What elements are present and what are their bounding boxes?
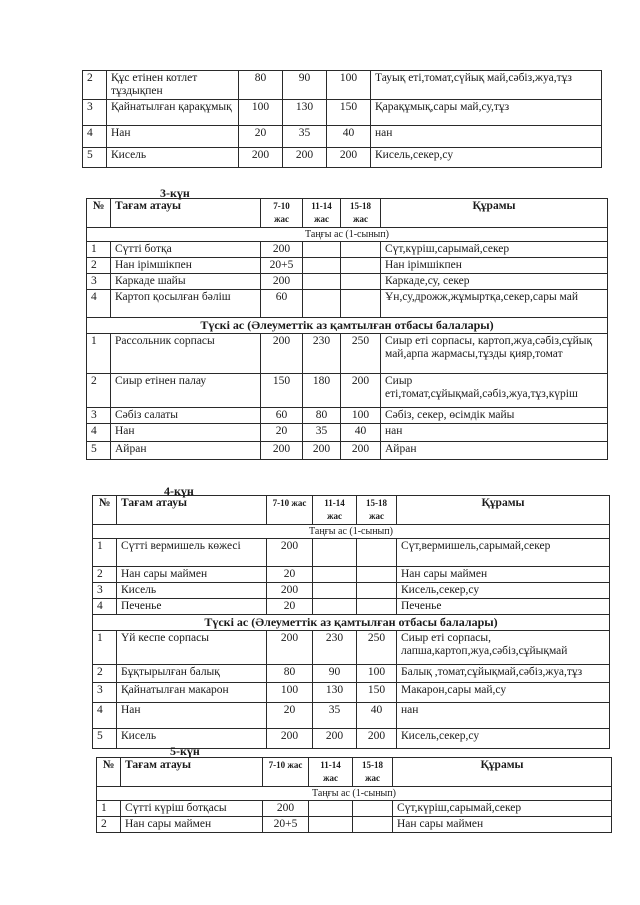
portion-7-10: 20 — [261, 424, 303, 442]
portion-11-14: 230 — [313, 631, 357, 665]
row-number: 4 — [83, 126, 107, 148]
portion-7-10: 200 — [263, 801, 309, 817]
dish-name: Айран — [111, 442, 261, 460]
portion-15-18: 40 — [341, 424, 381, 442]
portion-7-10: 200 — [267, 583, 313, 599]
day4-table — [92, 495, 610, 749]
dish-name: Сүтті вермишель көжесі — [117, 539, 267, 567]
section-lunch: Түскі ас (Әлеуметтік аз қамтылған отбасы балалары) — [93, 615, 610, 631]
dish-name: Рассольник сорпасы — [111, 334, 261, 374]
dish-composition: Кисель,секер,су — [371, 148, 602, 168]
day5-title: 5-күн — [170, 744, 200, 758]
dish-composition: Кисель,секер,су — [397, 729, 610, 749]
portion-11-14 — [313, 583, 357, 599]
portion-15-18: 150 — [327, 100, 371, 126]
dish-composition: Кисель,секер,су — [397, 583, 610, 599]
portion-11-14 — [309, 801, 353, 817]
portion-11-14: 200 — [283, 148, 327, 168]
row-number: 3 — [93, 683, 117, 703]
header-name: Тағам атауы — [121, 758, 263, 787]
header-age-7-10: 7-10 жас — [263, 758, 309, 787]
table-row — [87, 274, 608, 290]
portion-15-18: 200 — [357, 729, 397, 749]
table-row — [87, 408, 608, 424]
section-lunch: Түскі ас (Әлеуметтік аз қамтылған отбасы балалары) — [87, 318, 608, 334]
day2-lunch-table — [82, 70, 602, 168]
table-row — [87, 334, 608, 374]
header-name: Тағам атауы — [111, 199, 261, 228]
header-age-11-14: 11-14 жас — [303, 199, 341, 228]
table-row — [93, 631, 610, 665]
portion-7-10: 200 — [261, 442, 303, 460]
dish-composition: нан — [381, 424, 608, 442]
portion-7-10: 200 — [239, 148, 283, 168]
table-row — [93, 539, 610, 567]
table-row — [93, 683, 610, 703]
header-age-15-18: 15-18 жас — [353, 758, 393, 787]
portion-11-14: 180 — [303, 374, 341, 408]
portion-15-18 — [357, 599, 397, 615]
portion-15-18: 250 — [341, 334, 381, 374]
day3-table — [86, 198, 608, 460]
table-row — [87, 424, 608, 442]
dish-name: Каркаде шайы — [111, 274, 261, 290]
row-number: 5 — [83, 148, 107, 168]
header-age-15-18: 15-18 жас — [357, 496, 397, 525]
portion-7-10: 200 — [267, 631, 313, 665]
portion-11-14: 230 — [303, 334, 341, 374]
row-number: 1 — [93, 631, 117, 665]
portion-15-18: 200 — [327, 148, 371, 168]
portion-7-10: 200 — [267, 539, 313, 567]
section-breakfast: Таңғы ас (1-сынып) — [97, 787, 612, 801]
row-number: 5 — [87, 442, 111, 460]
portion-11-14: 130 — [283, 100, 327, 126]
portion-11-14 — [303, 242, 341, 258]
dish-composition: нан — [397, 703, 610, 729]
dish-name: Сүтті күріш ботқасы — [121, 801, 263, 817]
portion-7-10: 200 — [261, 334, 303, 374]
header-composition: Құрамы — [397, 496, 610, 525]
dish-name: Нан — [111, 424, 261, 442]
table-row — [87, 290, 608, 318]
portion-15-18 — [353, 817, 393, 833]
header-no: № — [87, 199, 111, 228]
dish-composition: Сиыр еті,томат,сұйықмай,сәбіз,жуа,тұз,күріш — [381, 374, 608, 408]
portion-11-14: 90 — [313, 665, 357, 683]
portion-15-18 — [357, 567, 397, 583]
header-no: № — [97, 758, 121, 787]
portion-7-10: 60 — [261, 290, 303, 318]
header-age-15-18: 15-18 жас — [341, 199, 381, 228]
header-no: № — [93, 496, 117, 525]
portion-11-14 — [313, 539, 357, 567]
table-row — [93, 599, 610, 615]
row-number: 2 — [97, 817, 121, 833]
row-number: 1 — [97, 801, 121, 817]
row-number: 2 — [93, 567, 117, 583]
table-header-row — [93, 496, 610, 525]
dish-composition: нан — [371, 126, 602, 148]
dish-name: Сүтті ботқа — [111, 242, 261, 258]
header-age-11-14: 11-14 жас — [313, 496, 357, 525]
dish-composition: Печенье — [397, 599, 610, 615]
portion-15-18 — [357, 539, 397, 567]
dish-name: Құс етінен котлет тұздықпен — [107, 71, 239, 100]
portion-11-14 — [313, 599, 357, 615]
table-header-row — [97, 758, 612, 787]
dish-composition: Қарақұмық,сары май,су,тұз — [371, 100, 602, 126]
portion-7-10: 20 — [267, 599, 313, 615]
row-number: 1 — [93, 539, 117, 567]
portion-15-18: 40 — [327, 126, 371, 148]
row-number: 3 — [93, 583, 117, 599]
dish-composition: Ұн,су,дрожж,жұмыртқа,секер,сары май — [381, 290, 608, 318]
header-composition: Құрамы — [381, 199, 608, 228]
portion-15-18 — [341, 258, 381, 274]
dish-name: Сәбіз салаты — [111, 408, 261, 424]
row-number: 2 — [87, 258, 111, 274]
portion-7-10: 20 — [239, 126, 283, 148]
portion-15-18: 40 — [357, 703, 397, 729]
table-row — [87, 374, 608, 408]
table-row — [93, 583, 610, 599]
portion-7-10: 80 — [239, 71, 283, 100]
portion-15-18: 150 — [357, 683, 397, 703]
table-row — [83, 71, 602, 100]
dish-name: Кисель — [107, 148, 239, 168]
dish-composition: Нан сары маймен — [397, 567, 610, 583]
day5-table — [96, 757, 612, 833]
dish-composition: Нан сары маймен — [393, 817, 612, 833]
portion-11-14 — [313, 567, 357, 583]
header-age-7-10: 7-10 жас — [267, 496, 313, 525]
table-row — [93, 665, 610, 683]
day4-title: 4-күн — [164, 484, 194, 498]
row-number: 1 — [87, 334, 111, 374]
portion-11-14 — [303, 258, 341, 274]
dish-name: Үй кеспе сорпасы — [117, 631, 267, 665]
portion-15-18: 250 — [357, 631, 397, 665]
portion-7-10: 20 — [267, 703, 313, 729]
row-number: 2 — [83, 71, 107, 100]
portion-15-18: 100 — [357, 665, 397, 683]
dish-composition: Сүт,күріш,сарымай,секер — [393, 801, 612, 817]
portion-15-18: 100 — [341, 408, 381, 424]
row-number: 3 — [83, 100, 107, 126]
portion-7-10: 20+5 — [263, 817, 309, 833]
table-row — [83, 148, 602, 168]
portion-7-10: 100 — [239, 100, 283, 126]
portion-7-10: 20 — [267, 567, 313, 583]
portion-11-14: 80 — [303, 408, 341, 424]
header-composition: Құрамы — [393, 758, 612, 787]
portion-7-10: 100 — [267, 683, 313, 703]
portion-11-14 — [303, 274, 341, 290]
row-number: 4 — [87, 424, 111, 442]
dish-composition: Каркаде,су, секер — [381, 274, 608, 290]
portion-11-14: 35 — [283, 126, 327, 148]
portion-7-10: 150 — [261, 374, 303, 408]
dish-composition: Макарон,сары май,су — [397, 683, 610, 703]
dish-name: Печенье — [117, 599, 267, 615]
row-number: 2 — [93, 665, 117, 683]
row-number: 1 — [87, 242, 111, 258]
table-row — [87, 258, 608, 274]
dish-name: Картоп қосылған бәліш — [111, 290, 261, 318]
dish-name: Кисель — [117, 583, 267, 599]
portion-11-14: 35 — [313, 703, 357, 729]
portion-15-18: 100 — [327, 71, 371, 100]
portion-11-14: 200 — [313, 729, 357, 749]
portion-15-18 — [341, 274, 381, 290]
portion-11-14 — [303, 290, 341, 318]
header-name: Тағам атауы — [117, 496, 267, 525]
portion-11-14: 200 — [303, 442, 341, 460]
row-number: 4 — [93, 703, 117, 729]
dish-name: Нан сары маймен — [117, 567, 267, 583]
portion-15-18: 200 — [341, 442, 381, 460]
portion-11-14: 35 — [303, 424, 341, 442]
dish-composition: Нан ірімшікпен — [381, 258, 608, 274]
portion-11-14: 90 — [283, 71, 327, 100]
table-row — [87, 442, 608, 460]
header-age-7-10: 7-10 жас — [261, 199, 303, 228]
table-row — [83, 126, 602, 148]
portion-7-10: 200 — [261, 274, 303, 290]
table-row — [97, 801, 612, 817]
day3-title: 3-күн — [160, 186, 190, 200]
dish-composition: Сәбіз, секер, өсімдік майы — [381, 408, 608, 424]
portion-11-14 — [309, 817, 353, 833]
portion-15-18 — [341, 242, 381, 258]
dish-composition: Сиыр еті сорпасы, картоп,жуа,сәбіз,сұйық май,арпа жармасы,тұзды қияр,томат — [381, 334, 608, 374]
portion-15-18 — [353, 801, 393, 817]
portion-7-10: 200 — [261, 242, 303, 258]
dish-name: Бұқтырылған балық — [117, 665, 267, 683]
dish-name: Нан — [107, 126, 239, 148]
row-number: 5 — [93, 729, 117, 749]
portion-11-14: 130 — [313, 683, 357, 703]
dish-composition: Сүт,вермишель,сарымай,секер — [397, 539, 610, 567]
portion-7-10: 80 — [267, 665, 313, 683]
dish-composition: Сиыр еті сорпасы, лапша,картоп,жуа,сәбіз,сұйықмай — [397, 631, 610, 665]
row-number: 3 — [87, 408, 111, 424]
section-breakfast: Таңғы ас (1-сынып) — [93, 525, 610, 539]
dish-name: Нан ірімшікпен — [111, 258, 261, 274]
table-row — [87, 242, 608, 258]
dish-name: Нан сары маймен — [121, 817, 263, 833]
row-number: 4 — [87, 290, 111, 318]
dish-composition: Тауық еті,томат,сүйық май,сәбіз,жуа,тұз — [371, 71, 602, 100]
table-row — [93, 703, 610, 729]
table-row — [83, 100, 602, 126]
portion-15-18 — [341, 290, 381, 318]
section-breakfast: Таңғы ас (1-сынып) — [87, 228, 608, 242]
row-number: 4 — [93, 599, 117, 615]
dish-composition: Сүт,күріш,сарымай,секер — [381, 242, 608, 258]
portion-7-10: 200 — [267, 729, 313, 749]
dish-composition: Балық ,томат,сұйықмай,сәбіз,жуа,тұз — [397, 665, 610, 683]
table-row — [93, 567, 610, 583]
dish-name: Кисель — [117, 729, 267, 749]
table-row — [97, 817, 612, 833]
row-number: 2 — [87, 374, 111, 408]
table-header-row — [87, 199, 608, 228]
dish-name: Сиыр етінен палау — [111, 374, 261, 408]
dish-composition: Айран — [381, 442, 608, 460]
portion-15-18 — [357, 583, 397, 599]
dish-name: Нан — [117, 703, 267, 729]
dish-name: Қайнатылған қарақұмық — [107, 100, 239, 126]
row-number: 3 — [87, 274, 111, 290]
portion-7-10: 60 — [261, 408, 303, 424]
portion-7-10: 20+5 — [261, 258, 303, 274]
portion-15-18: 200 — [341, 374, 381, 408]
header-age-11-14: 11-14 жас — [309, 758, 353, 787]
dish-name: Қайнатылған макарон — [117, 683, 267, 703]
